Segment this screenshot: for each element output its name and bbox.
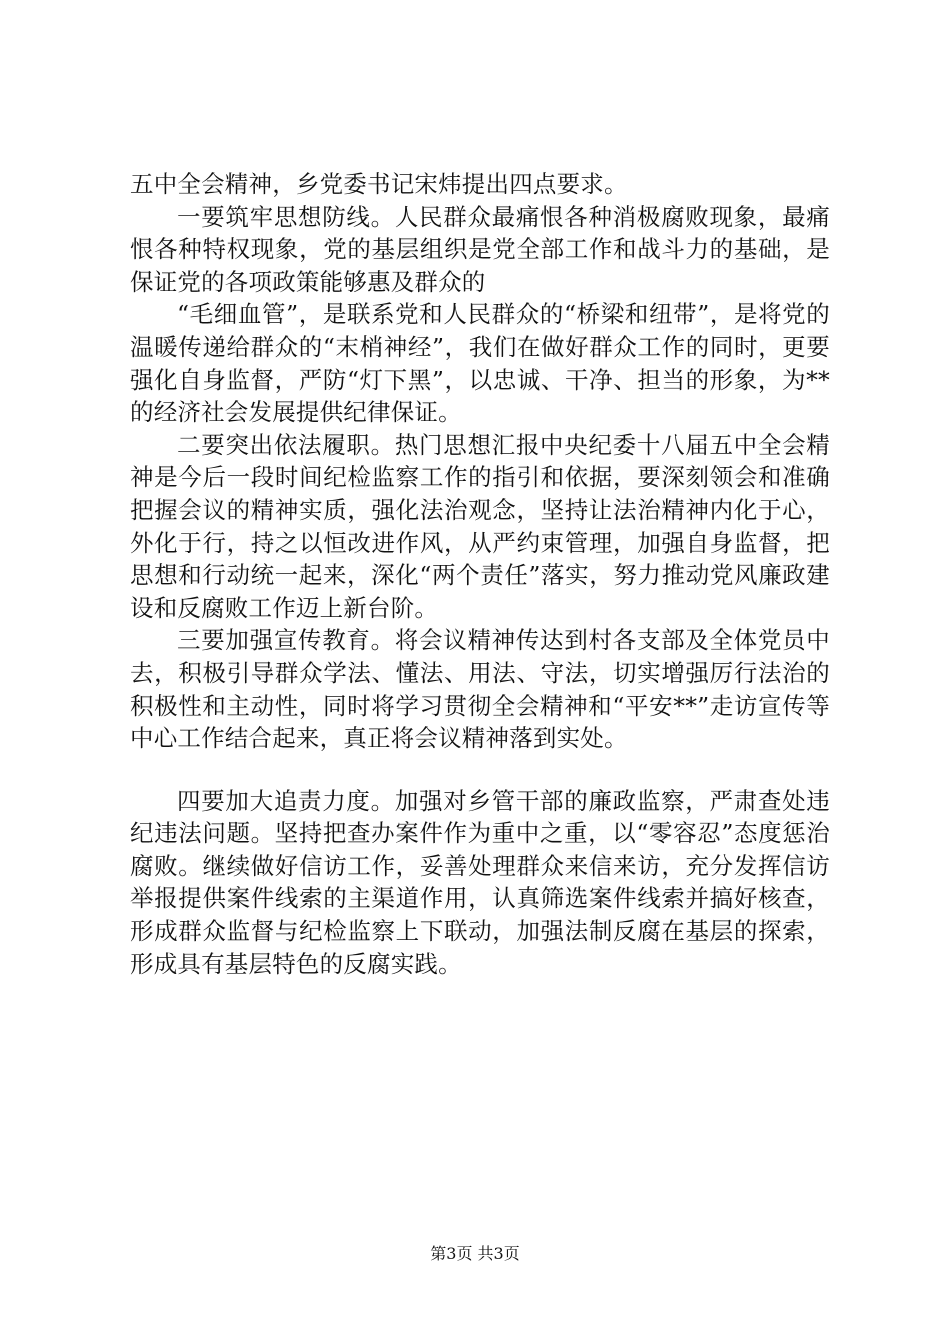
paragraph-continuation: 五中全会精神，乡党委书记宋炜提出四点要求。 xyxy=(130,170,628,198)
paragraph-point-one-continued: “毛细血管”，是联系党和人民群众的“桥梁和纽带”，是将党的温暖传递给群众的“末梢神经”，我们在做好群众工作的同时，更要强化自身监督，严防“灯下黑”，以忠诚、干净、担当的形象，为**的经济社会发展提供纪律保证。 xyxy=(130,300,830,427)
page-number-footer: 第3页 共3页 xyxy=(430,1244,520,1263)
paragraph-point-one: 一要筑牢思想防线。人民群众最痛恨各种消极腐败现象，最痛恨各种特权现象，党的基层组织是党全部工作和战斗力的基础，是保证党的各项政策能够惠及群众的 xyxy=(130,202,830,296)
document-body xyxy=(130,168,830,980)
paragraph-point-three: 三要加强宣传教育。将会议精神传达到村各支部及全体党员中去，积极引导群众学法、懂法、用法、守法，切实增强厉行法治的积极性和主动性，同时将学习贯彻全会精神和“平安**”走访宣传等中心工作结合起来，真正将会议精神落到实处。 xyxy=(130,626,830,753)
paragraph-point-two: 二要突出依法履职。热门思想汇报中央纪委十八届五中全会精神是今后一段时间纪检监察工作的指引和依据，要深刻领会和准确把握会议的精神实质，强化法治观念，坚持让法治精神内化于心，外化于行，持之以恒改进作风，从严约束管理，加强自身监督，把思想和行动统一起来，深化“两个责任”落实，努力推动党风廉政建设和反腐败工作迈上新台阶。 xyxy=(130,430,830,622)
paragraph-point-four: 四要加大追责力度。加强对乡管干部的廉政监察，严肃查处违纪违法问题。坚持把查办案件作为重中之重，以“零容忍”态度惩治腐败。继续做好信访工作，妥善处理群众来信来访，充分发挥信访举报提供案件线索的主渠道作用，认真筛选案件线索并搞好核查，形成群众监督与纪检监察上下联动，加强法制反腐在基层的探索，形成具有基层特色的反腐实践。 xyxy=(130,786,830,978)
